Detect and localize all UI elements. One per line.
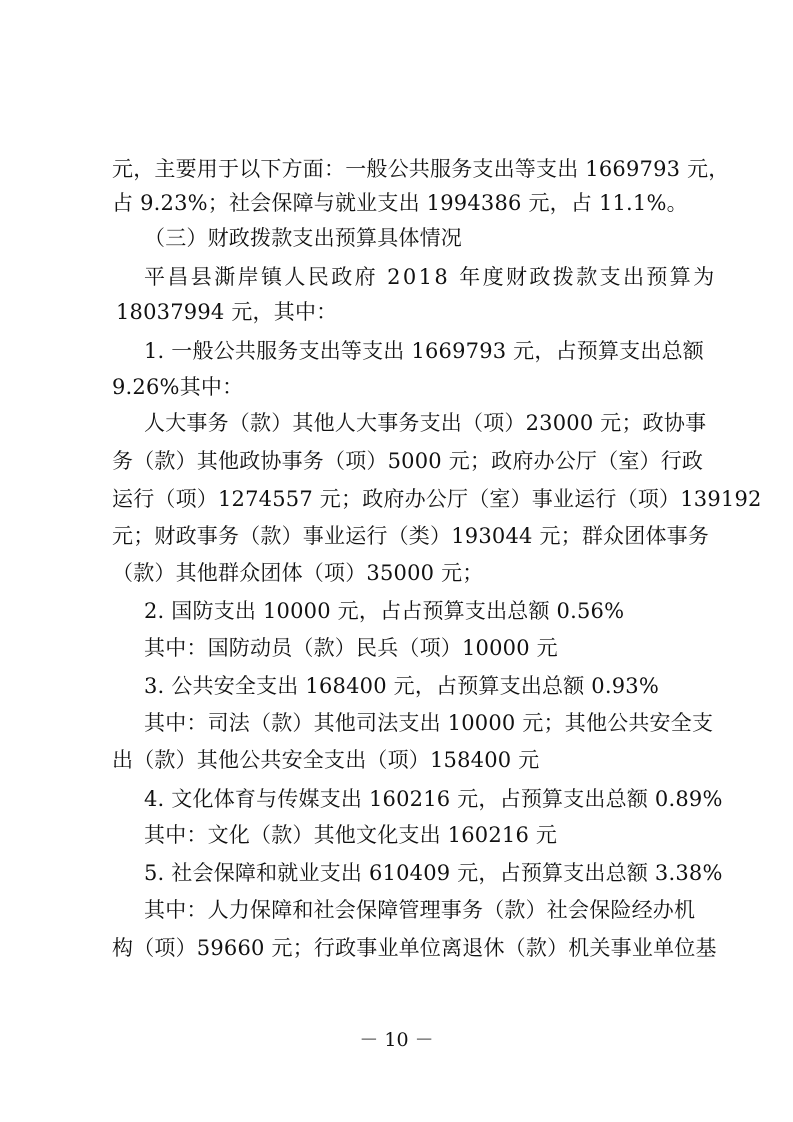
- paragraph-line-17: 出（款）其他公共安全支出（项）158400 元: [112, 748, 540, 772]
- paragraph-line-22: 构（项）59660 元；行政事业单位离退休（款）机关事业单位基: [112, 936, 717, 960]
- paragraph-line-13: 2. 国防支出 10000 元，占占预算支出总额 0.56%: [144, 599, 625, 623]
- paragraph-line-21: 其中：人力保障和社会保障管理事务（款）社会保险经办机: [144, 898, 696, 922]
- paragraph-line-15: 3. 公共安全支出 168400 元，占预算支出总额 0.93%: [144, 674, 660, 698]
- paragraph-line-8: 人大事务（款）其他人大事务支出（项）23000 元；政协事: [144, 411, 707, 435]
- paragraph-line-11: 元；财政事务（款）事业运行（类）193044 元；群众团体事务: [112, 524, 710, 548]
- page-number: － 10 －: [359, 1029, 434, 1051]
- paragraph-line-9: 务（款）其他政协事务（项）5000 元；政府办公厅（室）行政: [112, 449, 704, 473]
- paragraph-line-19: 其中：文化（款）其他文化支出 160216 元: [144, 823, 558, 847]
- section-heading: （三）财政拨款支出预算具体情况: [144, 226, 462, 250]
- paragraph-line-18: 4. 文化体育与传媒支出 160216 元，占预算支出总额 0.89%: [144, 787, 723, 811]
- paragraph-line-5: 18037994 元，其中：: [116, 300, 338, 324]
- paragraph-line-7: 9.26%其中：: [112, 375, 244, 399]
- paragraph-line-1: 元，主要用于以下方面：一般公共服务支出等支出 1669793 元，: [112, 157, 730, 181]
- paragraph-line-10: 运行（项）1274557 元；政府办公厅（室）事业运行（项）139192: [112, 487, 762, 511]
- paragraph-line-14: 其中：国防动员（款）民兵（项）10000 元: [144, 636, 558, 660]
- paragraph-line-12: （款）其他群众团体（项）35000 元；: [112, 561, 484, 585]
- paragraph-line-4: 平昌县澌岸镇人民政府 2018 年度财政拨款支出预算为: [144, 265, 717, 289]
- paragraph-line-16: 其中：司法（款）其他司法支出 10000 元；其他公共安全支: [144, 711, 714, 735]
- paragraph-line-6: 1. 一般公共服务支出等支出 1669793 元，占预算支出总额: [144, 339, 704, 363]
- paragraph-line-20: 5. 社会保障和就业支出 610409 元，占预算支出总额 3.38%: [144, 861, 723, 885]
- paragraph-line-2: 占 9.23%；社会保障与就业支出 1994386 元，占 11.1%。: [112, 191, 688, 215]
